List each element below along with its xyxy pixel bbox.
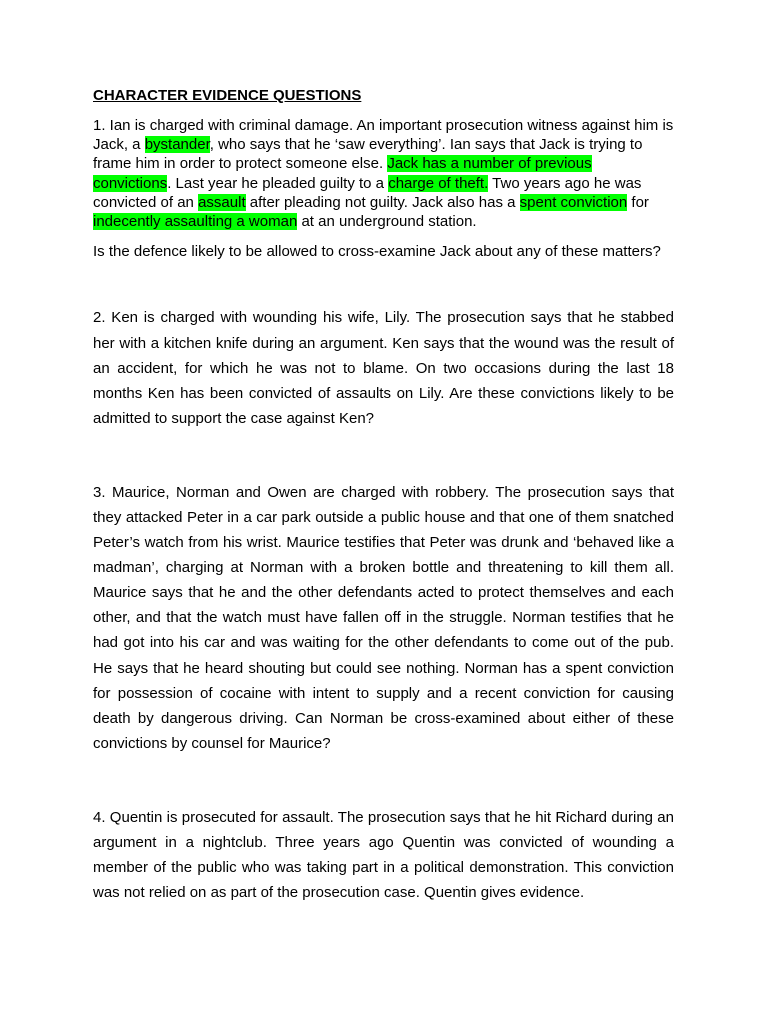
q1-highlight-assault: assault [198, 193, 246, 211]
q1-highlight-previous-convictions: Jack has a number of previous convictions [93, 155, 592, 192]
q1-segment: 1. Ian is charged with criminal damage. An important prosecution witness against him is Jack, a [93, 117, 674, 154]
q1-segment: at an underground station. [297, 213, 477, 231]
q1-highlight-bystander: bystander [144, 136, 210, 154]
q1-highlight-charge-of-theft: charge of theft. [388, 174, 489, 192]
q1-highlight-indecently-assaulting: indecently assaulting a woman [93, 213, 298, 231]
q1-segment: . Last year he pleaded guilty to a [167, 174, 389, 192]
document-page [93, 86, 674, 905]
q1-segment: Two years ago he was convicted of an [93, 174, 642, 211]
q1-highlight-spent-conviction: spent conviction [519, 193, 628, 211]
q1-segment: , who says that he ‘saw everything’. Ian says that Jack is trying to frame him in order to protect someone else. [93, 136, 643, 173]
question-3-text: 3. Maurice, Norman and Owen are charged with robbery. The prosecution says that they attacked Peter in a car park outside a public house and that one of them snatched Peter’s watch from his wrist. Maurice testifies that Peter was drunk and ‘behaved like a madman’, charging at Norman with a broken bottle and threatening to kill them all. Maurice says that he and the other defendants acted to protect themselves and each other, and that the watch must have fallen off in the struggle. Norman testifies that he had got into his car and was waiting for the other defendants to come out of the pub. He says that he heard shouting but could see nothing. Norman has a spent conviction for possession of cocaine with intent to supply and a recent conviction for causing death by dangerous driving. Can Norman be cross-examined about either of these convictions by counsel for Maurice? [93, 483, 674, 752]
q1-segment: after pleading not guilty. Jack also has a [245, 193, 520, 211]
question-4-text: 4. Quentin is prosecuted for assault. The prosecution says that he hit Richard during an argument in a nightclub. Three years ago Quentin was convicted of wounding a member of the public who was taking part in a political demonstration. This conviction was not relied on as part of the prosecution case. Quentin gives evidence. [93, 808, 674, 902]
question-2-text: 2. Ken is charged with wounding his wife, Lily. The prosecution says that he stabbed her with a kitchen knife during an argument. Ken says that the wound was the result of an accident, for which he was not to blame. On two occasions during the last 18 months Ken has been convicted of assaults on Lily. Are these convictions likely to be admitted to support the case against Ken? [93, 309, 674, 427]
q1-segment: for [627, 193, 649, 211]
question-1-prompt: Is the defence likely to be allowed to cross-examine Jack about any of these matters? [93, 243, 661, 261]
question-1-text [93, 116, 674, 231]
document-title: CHARACTER EVIDENCE QUESTIONS [93, 87, 362, 104]
